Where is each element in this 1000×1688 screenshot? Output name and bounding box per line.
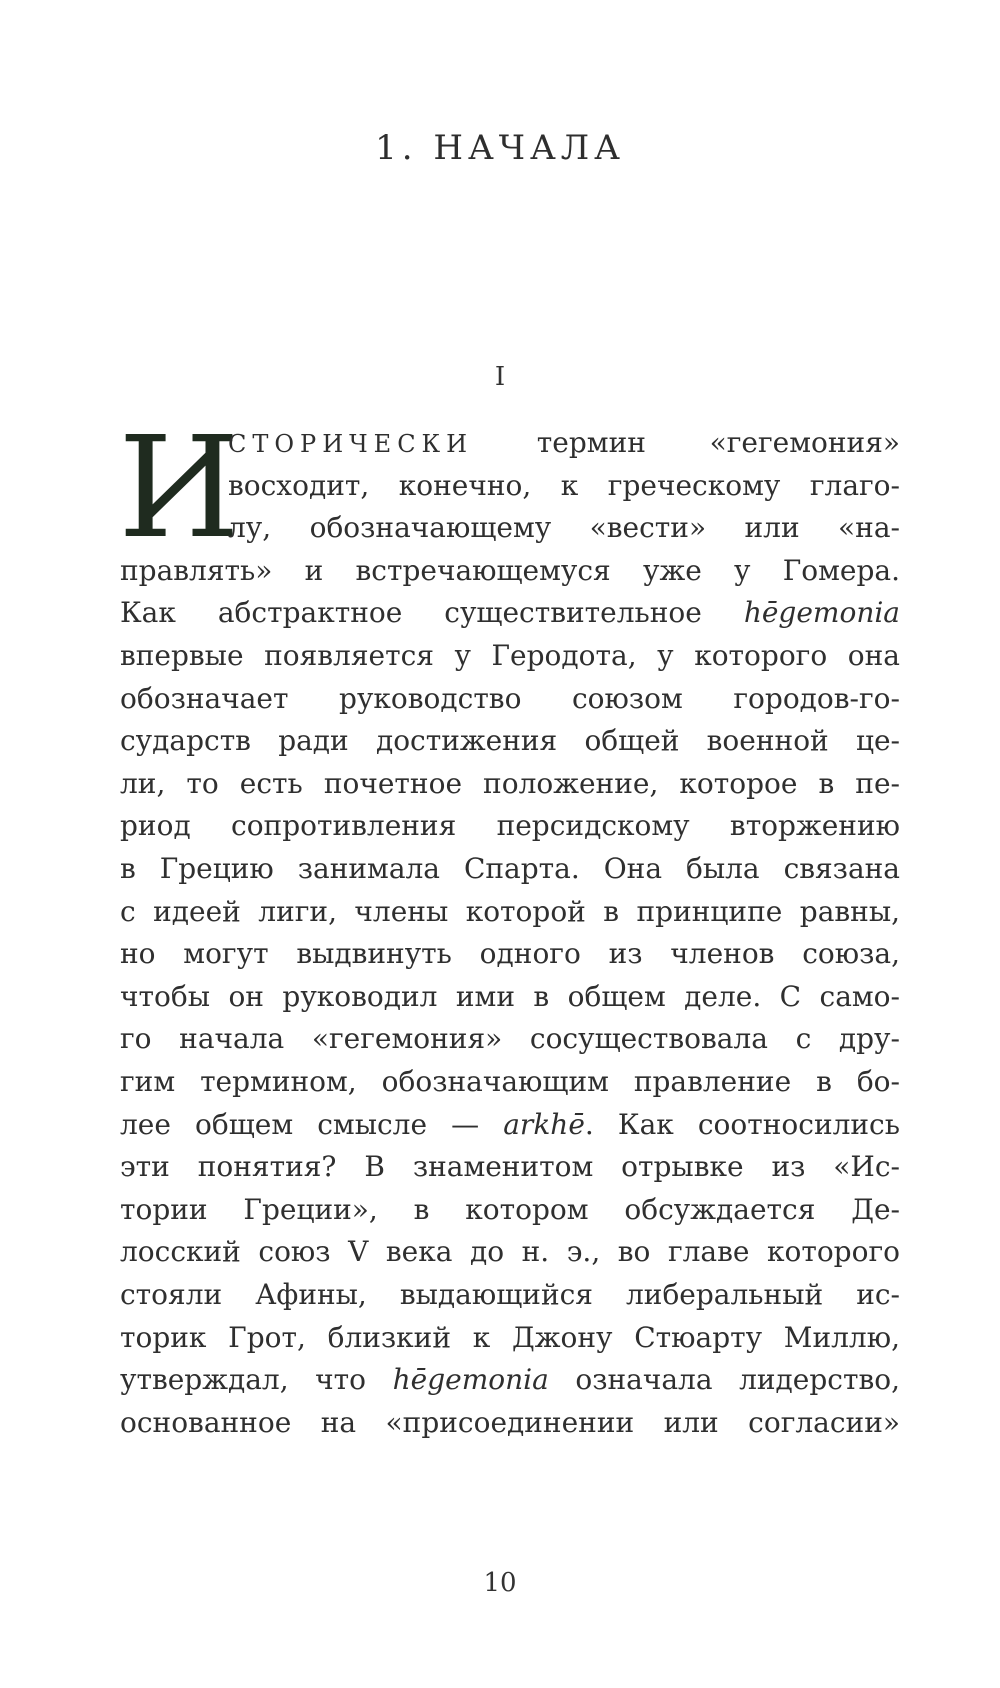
text-line [120,548,900,594]
text-run: эти понятия? В знаменитом отрывке из «Ис- [120,1150,900,1184]
text-line [120,846,900,892]
text-run: лосский союз V века до н. э., во главе которого [120,1235,900,1269]
text-line [120,1016,900,1062]
text-run: но могут выдвинуть одного из членов союза, [120,937,900,971]
dropcap-letter: И [118,407,241,570]
text-run: го начала «гегемония» сосуществовала с дру- [120,1022,900,1056]
italic-term: arkhē [503,1107,585,1141]
text-line [120,761,900,807]
text-line [120,1272,900,1318]
text-run: лее общем смысле — [120,1107,504,1141]
text-line [120,676,900,722]
text-run: сударств ради достижения общей военной це- [120,724,900,758]
text-line [120,1059,900,1105]
text-run: основанное на «присоединении или согласии» [120,1405,900,1439]
text-run: ли, то есть почетное положение, которое в пе- [120,766,900,800]
text-line [228,505,900,551]
text-line [120,633,900,679]
section-number: I [494,362,506,392]
text-run: с идеей лиги, члены которой в принципе равны, [120,894,900,928]
text-run: восходит, конечно, к греческому глаго- [228,468,900,502]
smallcaps-word: СТОРИЧЕСКИ [228,430,474,458]
text-line [228,420,900,466]
text-run: гим термином, обозначающим правление в бо- [120,1065,900,1098]
text-line [228,463,900,509]
text-line [120,1357,900,1403]
text-line [120,1102,900,1148]
text-line [120,1187,900,1233]
text-run: тории Греции», в котором обсуждается Де- [120,1192,900,1226]
text-run: . Как соотносились [584,1107,900,1141]
text-line [120,1315,900,1361]
text-run: утверждал, что [120,1363,393,1397]
italic-term: hēgemonia [392,1363,549,1397]
text-run: лу, обозначающему «вести» или «на- [228,511,900,545]
text-run: термин «гегемония» [473,426,900,459]
text-run: стояли Афины, выдающийся либеральный ис- [120,1278,900,1311]
text-line [120,889,900,935]
text-run: означала лидерство, [548,1363,900,1397]
italic-term: hēgemonia [743,596,900,630]
text-run: впервые появляется у Геродота, у которого она [120,639,900,672]
page-number: 10 [483,1568,517,1598]
text-line [120,1229,900,1275]
text-run: обозначает руководство союзом городов-го- [120,681,900,715]
text-line [120,974,900,1020]
text-run: Как абстрактное существительное [120,596,744,630]
text-run: торик Грот, близкий к Джону Стюарту Миллю, [120,1320,900,1354]
text-run: в Грецию занимала Спарта. Она была связана [120,852,900,885]
text-run: правлять» и встречающемуся уже у Гомера. [120,553,900,587]
text-run: чтобы он руководил ими в общем деле. С само- [120,979,900,1013]
text-run: риод сопротивления персидскому вторжению [120,809,900,843]
text-line [120,590,900,636]
text-line [120,931,900,977]
chapter-title: 1. НАЧАЛА [375,128,625,168]
text-line [120,803,900,849]
text-line [120,718,900,764]
text-line [120,1144,900,1190]
text-line [120,1400,900,1446]
